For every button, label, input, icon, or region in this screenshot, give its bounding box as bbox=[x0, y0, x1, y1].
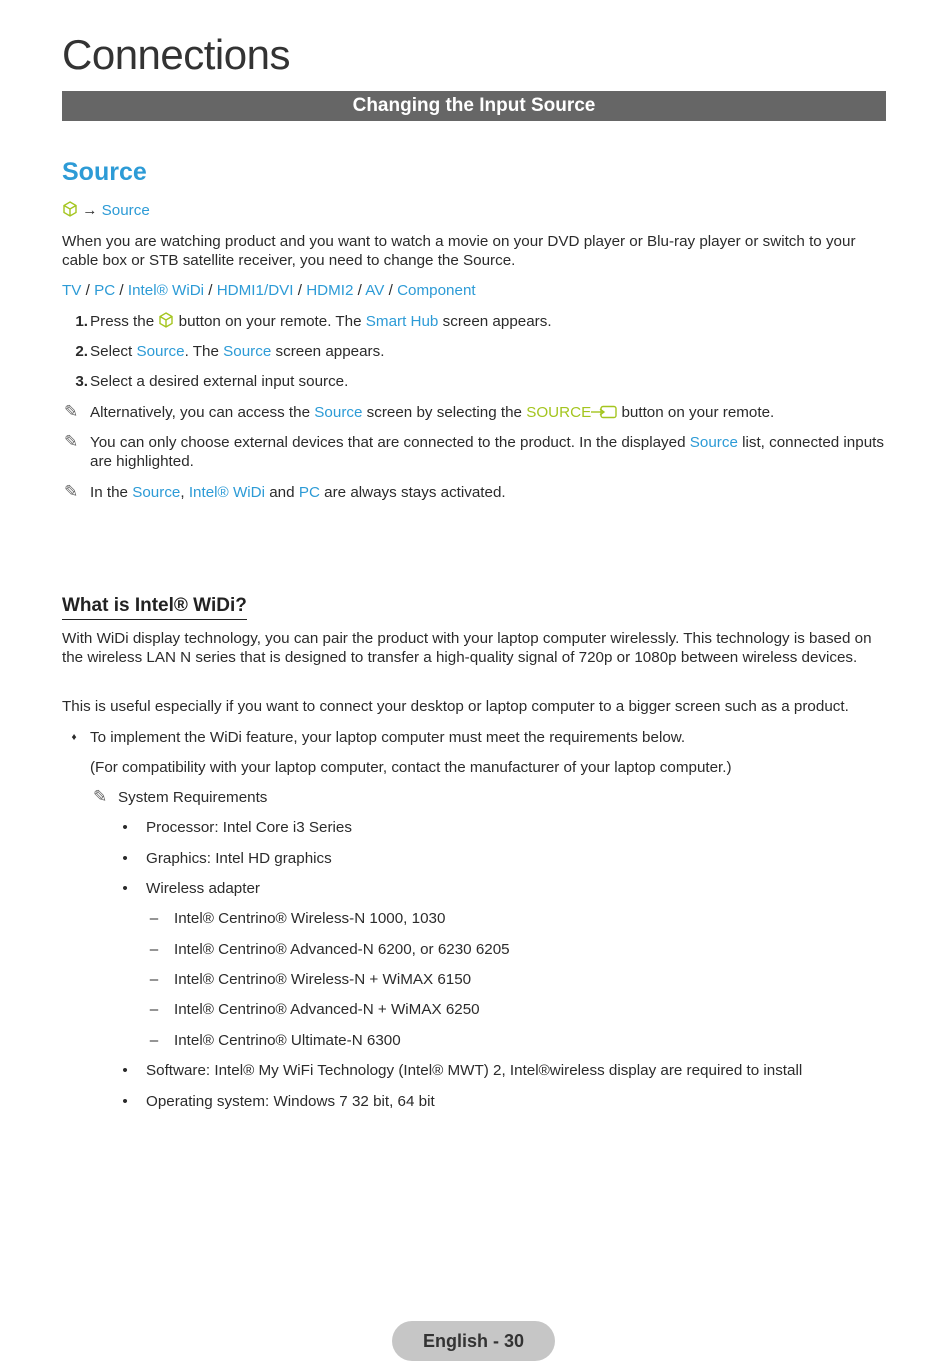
bullet-dot: • bbox=[122, 1093, 128, 1110]
step-3: Select a desired external input source. bbox=[90, 373, 349, 390]
sep: / bbox=[384, 282, 398, 299]
requirements-title: System Requirements bbox=[118, 789, 268, 806]
note-text: screen by selecting the bbox=[366, 404, 522, 421]
source-hdmi2[interactable]: HDMI2 bbox=[306, 282, 354, 299]
step-2 bbox=[90, 342, 888, 361]
step-text: . The bbox=[184, 343, 219, 360]
note-icon: ✎ bbox=[93, 787, 108, 806]
dash-marker: – bbox=[149, 941, 159, 958]
note-text: In the bbox=[90, 484, 128, 501]
link-source[interactable]: Source bbox=[132, 484, 181, 501]
source-pc[interactable]: PC bbox=[94, 282, 116, 299]
widi-para-2: This is useful especially if you want to connect your desktop or laptop computer to a bigger screen such as a product. bbox=[62, 698, 849, 715]
step-text: Select bbox=[90, 343, 133, 360]
note-3 bbox=[90, 483, 888, 502]
link-smart-hub[interactable]: Smart Hub bbox=[365, 313, 439, 330]
note-2 bbox=[90, 433, 888, 471]
source-list bbox=[62, 281, 888, 300]
requirement-item: Wireless adapter bbox=[146, 880, 260, 897]
note-1 bbox=[90, 403, 888, 422]
note-text: and bbox=[269, 484, 295, 501]
source-intel-widi[interactable]: Intel® WiDi bbox=[127, 282, 205, 299]
note-text: button on your remote. bbox=[621, 404, 775, 421]
step-1 bbox=[90, 312, 888, 331]
source-component[interactable]: Component bbox=[397, 282, 476, 299]
path-link-source[interactable]: Source bbox=[101, 202, 150, 219]
adapter-item: Intel® Centrino® Advanced-N + WiMAX 6250 bbox=[174, 1001, 480, 1018]
link-pc[interactable]: PC bbox=[298, 484, 320, 501]
source-av[interactable]: AV bbox=[365, 282, 385, 299]
bullet-dot: • bbox=[122, 850, 128, 867]
dash-marker: – bbox=[149, 1032, 159, 1049]
note-text: list, connected inputs are highlighted. bbox=[90, 434, 884, 470]
sep: / bbox=[81, 282, 95, 299]
note-text: , bbox=[180, 484, 185, 501]
source-heading: Source bbox=[62, 158, 147, 186]
step-text: button on your remote. The bbox=[178, 313, 362, 330]
link-source[interactable]: Source bbox=[689, 434, 738, 451]
note-text: Alternatively, you can access the bbox=[90, 404, 311, 421]
adapter-item: Intel® Centrino® Ultimate-N 6300 bbox=[174, 1032, 401, 1049]
widi-para-1: With WiDi display technology, you can pair the product with your laptop computer wirelessly. This technology is based on the wireless LAN N series that is designed to transfer a high-quality signal of 720p or 1080p between wireless devices. bbox=[62, 630, 872, 666]
link-intel-widi[interactable]: Intel® WiDi bbox=[188, 484, 265, 501]
requirement-item: Processor: Intel Core i3 Series bbox=[146, 819, 352, 836]
menu-path bbox=[62, 201, 888, 220]
sep: / bbox=[204, 282, 217, 299]
page-title: Connections bbox=[62, 31, 290, 78]
requirement-item: Software: Intel® My WiFi Technology (Intel® MWT) 2, Intel®wireless display are required to install bbox=[146, 1062, 803, 1079]
link-source[interactable]: Source bbox=[314, 404, 363, 421]
widi-bullet-note: (For compatibility with your laptop computer, contact the manufacturer of your laptop computer.) bbox=[90, 759, 732, 776]
note-text: are always stays activated. bbox=[324, 484, 506, 501]
dash-marker: – bbox=[149, 1001, 159, 1018]
step-text: screen appears. bbox=[275, 343, 385, 360]
page-number-badge: English - 30 bbox=[392, 1321, 555, 1361]
dash-marker: – bbox=[149, 971, 159, 988]
step-text: screen appears. bbox=[442, 313, 552, 330]
note-icon: ✎ bbox=[64, 402, 79, 421]
step-number: 1. bbox=[75, 313, 88, 330]
source-input-icon bbox=[591, 405, 617, 419]
source-hdmi1-dvi[interactable]: HDMI1/DVI bbox=[216, 282, 294, 299]
adapter-item: Intel® Centrino® Advanced-N 6200, or 6230 6205 bbox=[174, 941, 510, 958]
requirement-item: Operating system: Windows 7 32 bit, 64 bit bbox=[146, 1093, 435, 1110]
diamond-bullet: ♦ bbox=[71, 732, 77, 743]
dash-marker: – bbox=[149, 910, 159, 927]
sep: / bbox=[293, 282, 307, 299]
source-tv[interactable]: TV bbox=[62, 282, 82, 299]
step-number: 2. bbox=[75, 343, 88, 360]
source-intro: When you are watching product and you want to watch a movie on your DVD player or Blu-ray player or switch to your cable box or STB satellite receiver, you need to change the Source. bbox=[62, 233, 856, 269]
link-source[interactable]: Source bbox=[136, 343, 185, 360]
source-button-label: SOURCE bbox=[526, 404, 592, 421]
note-text: You can only choose external devices that are connected to the product. In the displayed bbox=[90, 434, 686, 451]
widi-bullet: To implement the WiDi feature, your laptop computer must meet the requirements below. bbox=[90, 729, 686, 746]
requirement-item: Graphics: Intel HD graphics bbox=[146, 850, 332, 867]
bullet-dot: • bbox=[122, 819, 128, 836]
adapter-item: Intel® Centrino® Wireless-N 1000, 1030 bbox=[174, 910, 446, 927]
link-source[interactable]: Source bbox=[223, 343, 272, 360]
bullet-dot: • bbox=[122, 880, 128, 897]
smart-hub-icon bbox=[159, 312, 173, 328]
adapter-item: Intel® Centrino® Wireless-N + WiMAX 6150 bbox=[174, 971, 472, 988]
section-banner: Changing the Input Source bbox=[62, 91, 886, 121]
note-icon: ✎ bbox=[64, 432, 79, 451]
note-icon: ✎ bbox=[64, 482, 79, 501]
bullet-dot: • bbox=[122, 1062, 128, 1079]
smart-hub-icon bbox=[63, 201, 77, 217]
widi-heading: What is Intel® WiDi? bbox=[62, 594, 247, 620]
step-number: 3. bbox=[75, 373, 88, 390]
step-text: Press the bbox=[90, 313, 155, 330]
sep: / bbox=[115, 282, 128, 299]
path-arrow: → bbox=[82, 202, 98, 219]
sep: / bbox=[353, 282, 366, 299]
